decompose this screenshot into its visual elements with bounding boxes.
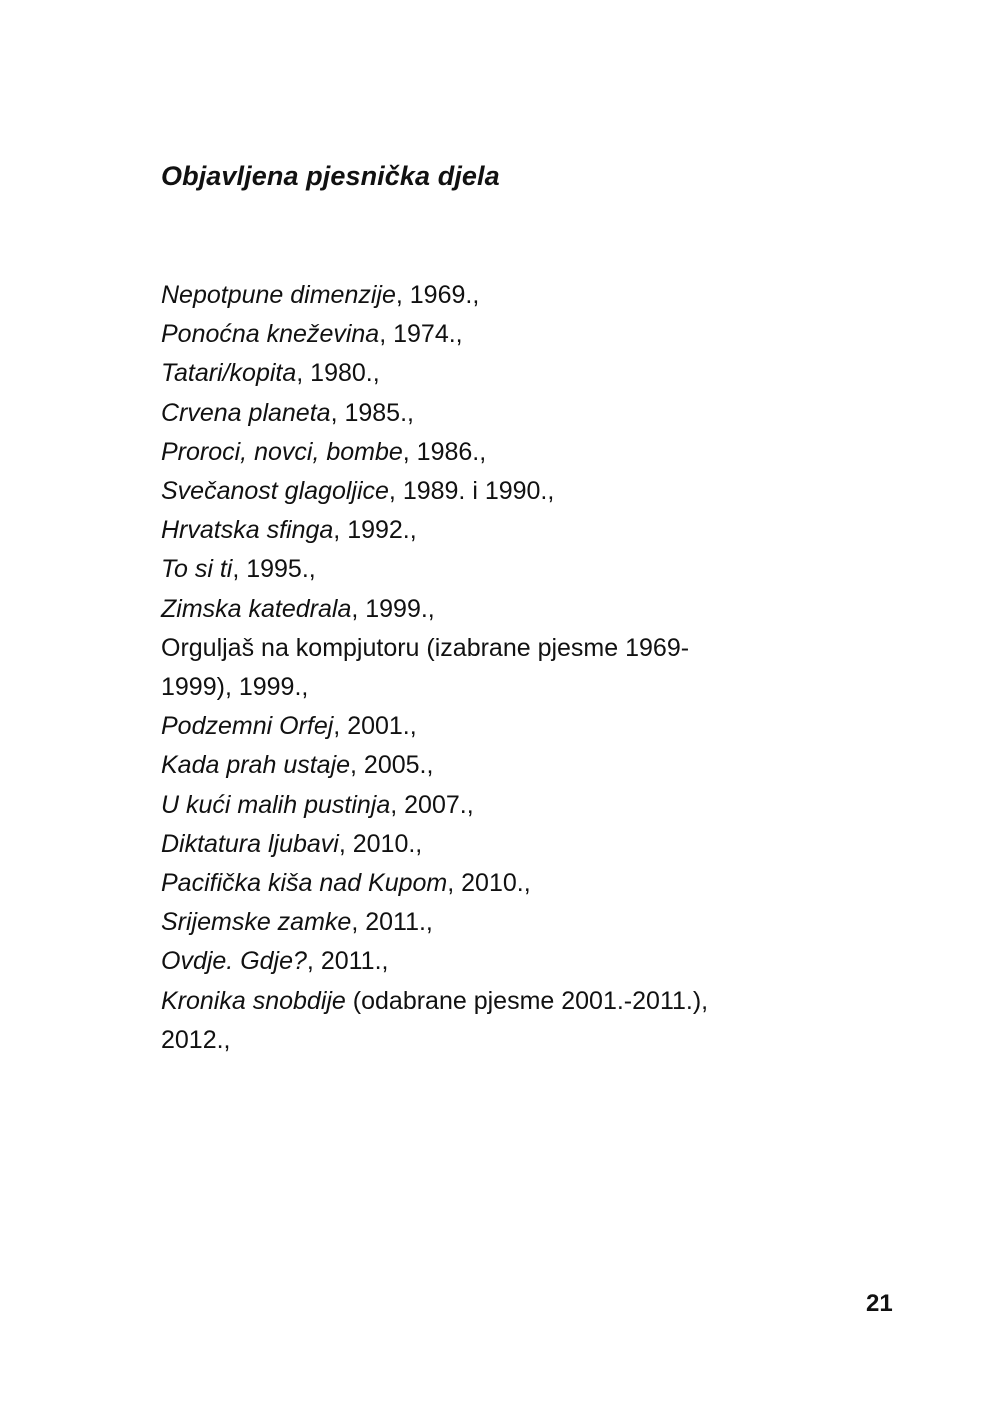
list-item	[161, 707, 841, 746]
list-item	[161, 276, 841, 315]
work-title: To si ti	[161, 555, 233, 584]
list-item	[161, 354, 841, 393]
list-item	[161, 825, 841, 864]
list-item	[161, 315, 841, 354]
list-item	[161, 472, 841, 511]
work-year: , 2005.,	[350, 751, 434, 780]
work-title: Crvena planeta	[161, 398, 331, 427]
work-title: Srijemske zamke	[161, 908, 352, 937]
work-title: Kada prah ustaje	[161, 751, 351, 780]
work-year: (odabrane pjesme 2001.-2011.),	[345, 986, 709, 1015]
work-entry-line: 1999), 1999.,	[161, 673, 309, 702]
page-number: 21	[866, 1290, 893, 1317]
work-title: Hrvatska sfinga	[161, 516, 334, 545]
work-title: U kući malih pustinja	[161, 790, 391, 819]
work-title: Tatari/kopita	[161, 359, 297, 388]
work-year: , 2001.,	[333, 712, 417, 741]
list-item	[161, 394, 841, 433]
work-year: , 2007.,	[390, 790, 474, 819]
list-item	[161, 746, 841, 785]
list-item	[161, 903, 841, 942]
work-title: Diktatura ljubavi	[161, 829, 339, 858]
work-title: Svečanost glagoljice	[161, 477, 389, 506]
list-item	[161, 511, 841, 550]
work-year: , 1986.,	[402, 437, 487, 466]
work-year: , 1980.,	[296, 359, 380, 388]
work-year: , 1999.,	[351, 594, 435, 623]
list-item	[161, 864, 841, 903]
work-title: Podzemni Orfej	[161, 712, 334, 741]
work-year: , 1989. i 1990.,	[388, 477, 555, 506]
work-title: Ovdje. Gdje?	[161, 947, 307, 976]
work-year: , 2011.,	[351, 908, 433, 937]
published-works-list	[161, 276, 841, 1060]
work-entry-line: 2012.,	[161, 1025, 231, 1054]
list-item	[161, 590, 841, 629]
work-year: , 2011.,	[306, 947, 389, 976]
page-title: Objavljena pjesnička djela	[161, 161, 500, 191]
list-item	[161, 433, 841, 472]
work-entry-line: Orguljaš na kompjutoru (izabrane pjesme 1969-	[161, 633, 690, 662]
work-year: , 1985.,	[330, 398, 414, 427]
work-title: Nepotpune dimenzije	[161, 281, 396, 309]
work-title: Zimska katedrala	[161, 594, 352, 623]
list-item	[161, 982, 841, 1060]
work-year: , 2010.,	[447, 869, 531, 898]
work-title: Pacifička kiša nad Kupom	[161, 869, 448, 898]
list-item	[161, 786, 841, 825]
work-year: , 1974.,	[379, 320, 463, 349]
work-title: Kronika snobdije	[161, 986, 346, 1015]
list-item	[161, 629, 841, 707]
list-item	[161, 550, 841, 589]
list-item	[161, 942, 841, 981]
work-year: , 1995.,	[232, 555, 316, 584]
work-year: , 2010.,	[338, 829, 423, 858]
work-year: , 1992.,	[333, 516, 417, 545]
work-title: Ponoćna kneževina	[161, 320, 380, 349]
work-title: Proroci, novci, bombe	[161, 437, 403, 466]
work-year: , 1969.,	[395, 281, 480, 309]
